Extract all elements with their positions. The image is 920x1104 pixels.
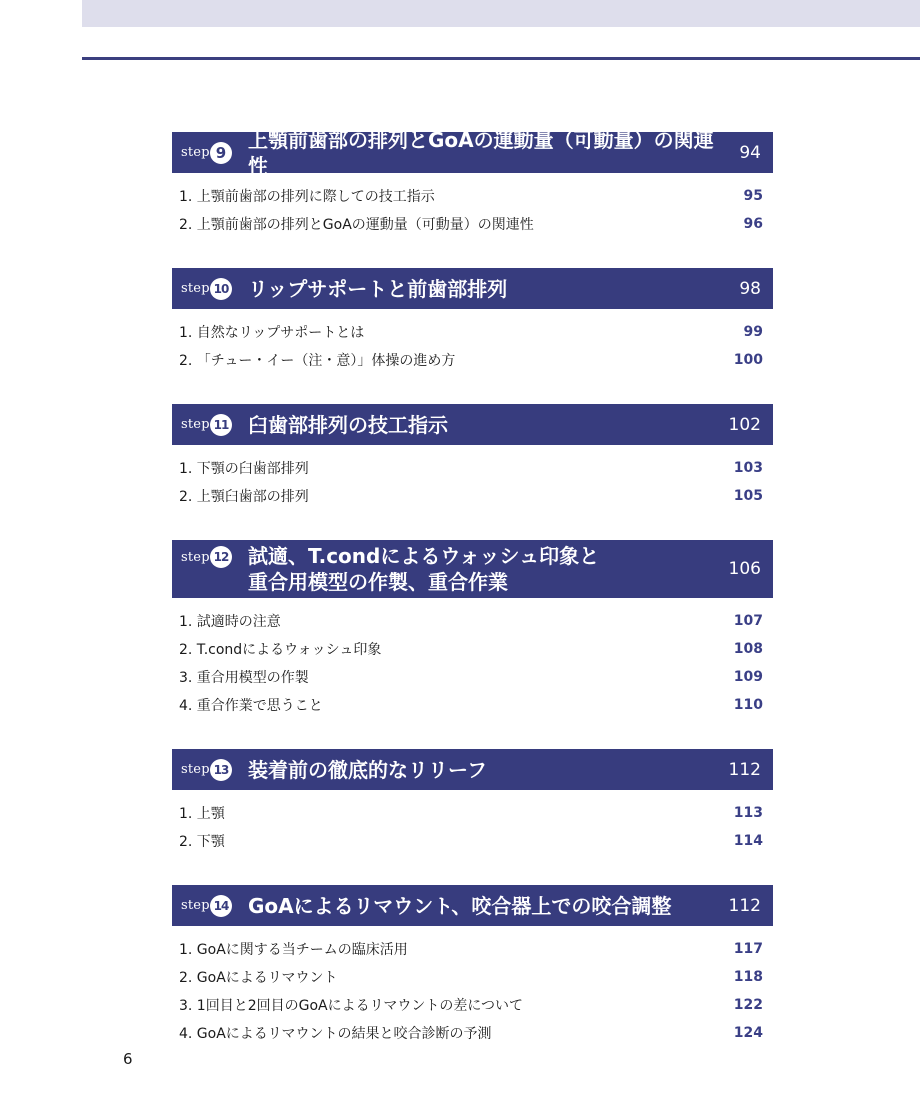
section-items (172, 173, 773, 238)
section-items (172, 309, 773, 374)
toc-entry-page: 110 (733, 697, 763, 713)
toc-entry[interactable] (172, 663, 773, 691)
toc-entry[interactable] (172, 635, 773, 663)
toc-section (172, 885, 773, 1047)
header-rule (82, 57, 920, 60)
toc-entry-label: 4. GoAによるリマウントの結果と咬合診断の予測 (179, 1026, 492, 1042)
toc-entry-label: 2. 下顎 (179, 834, 225, 850)
toc-entry-page: 103 (733, 460, 763, 476)
toc-entry-page: 109 (733, 669, 763, 685)
section-items (172, 790, 773, 855)
section-title-line: 装着前の徹底的なリリーフ (248, 757, 487, 782)
section-title (248, 543, 721, 595)
section-page-number: 102 (728, 414, 761, 435)
toc-entry-label: 4. 重合作業で思うこと (179, 698, 323, 714)
toc-entry-label: 1. 試適時の注意 (179, 614, 281, 630)
toc-entry-label: 1. 上顎 (179, 806, 225, 822)
toc-section (172, 540, 773, 719)
step-label: step (181, 762, 210, 777)
toc-entry[interactable] (172, 210, 773, 238)
table-of-contents (172, 127, 773, 1077)
step-label: step (181, 898, 210, 913)
step-number-badge: 12 (210, 546, 232, 568)
section-title-line: リップサポートと前歯部排列 (248, 276, 508, 301)
section-header[interactable] (172, 540, 773, 598)
section-title-line: 重合用模型の作製、重合作業 (248, 570, 508, 594)
toc-entry[interactable] (172, 827, 773, 855)
section-title (248, 276, 731, 302)
toc-entry[interactable] (172, 346, 773, 374)
toc-section (172, 268, 773, 374)
step-number-badge: 14 (210, 895, 232, 917)
step-number-badge: 10 (210, 278, 232, 300)
section-title (248, 412, 721, 438)
toc-entry[interactable] (172, 991, 773, 1019)
toc-entry-label: 2. GoAによるリマウント (179, 970, 338, 986)
toc-section (172, 127, 773, 238)
page-folio: 6 (123, 1050, 133, 1068)
toc-entry-page: 96 (743, 216, 763, 232)
toc-entry[interactable] (172, 607, 773, 635)
toc-entry-page: 122 (733, 997, 763, 1013)
section-title-line: 試適、T.condによるウォッシュ印象と (248, 544, 600, 568)
toc-entry-page: 118 (733, 969, 763, 985)
toc-entry-page: 113 (733, 805, 763, 821)
toc-entry[interactable] (172, 182, 773, 210)
step-label: step (181, 550, 210, 565)
toc-entry[interactable] (172, 1019, 773, 1047)
toc-entry[interactable] (172, 454, 773, 482)
toc-entry[interactable] (172, 963, 773, 991)
toc-entry[interactable] (172, 691, 773, 719)
header-band (82, 0, 920, 27)
toc-entry-label: 3. 重合用模型の作製 (179, 670, 309, 686)
section-header[interactable] (172, 268, 773, 309)
toc-entry-page: 114 (733, 833, 763, 849)
toc-entry-label: 2. 「チュー・イー（注・意）」体操の進め方 (179, 353, 456, 369)
section-page-number: 94 (739, 142, 761, 163)
section-page-number: 106 (728, 559, 761, 579)
toc-entry-page: 117 (733, 941, 763, 957)
toc-entry-label: 1. 自然なリップサポートとは (179, 325, 365, 341)
step-label: step (181, 145, 210, 160)
toc-entry[interactable] (172, 935, 773, 963)
section-header[interactable] (172, 885, 773, 926)
section-title-line: 上顎前歯部の排列とGoAの運動量（可動量）の関連性 (248, 127, 714, 178)
section-page-number: 112 (728, 759, 761, 780)
step-number-badge: 13 (210, 759, 232, 781)
toc-entry-label: 1. 上顎前歯部の排列に際しての技工指示 (179, 189, 435, 205)
section-header[interactable] (172, 404, 773, 445)
toc-entry-page: 100 (733, 352, 763, 368)
toc-entry-label: 3. 1回目と2回目のGoAによるリマウントの差について (179, 998, 524, 1014)
step-label: step (181, 417, 210, 432)
section-page-number: 112 (728, 895, 761, 916)
section-header[interactable] (172, 749, 773, 790)
toc-entry-page: 99 (743, 324, 763, 340)
toc-entry-label: 1. GoAに関する当チームの臨床活用 (179, 942, 408, 958)
toc-entry-label: 2. 上顎臼歯部の排列 (179, 489, 309, 505)
toc-entry-label: 2. T.condによるウォッシュ印象 (179, 642, 382, 658)
section-items (172, 598, 773, 719)
toc-entry-page: 95 (743, 188, 763, 204)
step-label: step (181, 281, 210, 296)
step-number-badge: 11 (210, 414, 232, 436)
section-items (172, 445, 773, 510)
toc-section (172, 749, 773, 855)
section-title-line: GoAによるリマウント、咬合器上での咬合調整 (248, 893, 672, 918)
toc-entry-page: 108 (733, 641, 763, 657)
toc-entry-label: 2. 上顎前歯部の排列とGoAの運動量（可動量）の関連性 (179, 217, 534, 233)
toc-entry-page: 107 (733, 613, 763, 629)
toc-entry[interactable] (172, 482, 773, 510)
step-number-badge: 9 (210, 142, 232, 164)
section-page-number: 98 (739, 278, 761, 299)
section-title (248, 893, 721, 919)
toc-entry[interactable] (172, 318, 773, 346)
toc-entry-page: 124 (733, 1025, 763, 1041)
toc-section (172, 404, 773, 510)
toc-entry-page: 105 (733, 488, 763, 504)
section-title (248, 757, 721, 783)
toc-entry[interactable] (172, 799, 773, 827)
section-title-line: 臼歯部排列の技工指示 (248, 412, 448, 437)
section-title (248, 127, 731, 179)
toc-entry-label: 1. 下顎の臼歯部排列 (179, 461, 309, 477)
section-items (172, 926, 773, 1047)
section-header[interactable] (172, 127, 773, 178)
